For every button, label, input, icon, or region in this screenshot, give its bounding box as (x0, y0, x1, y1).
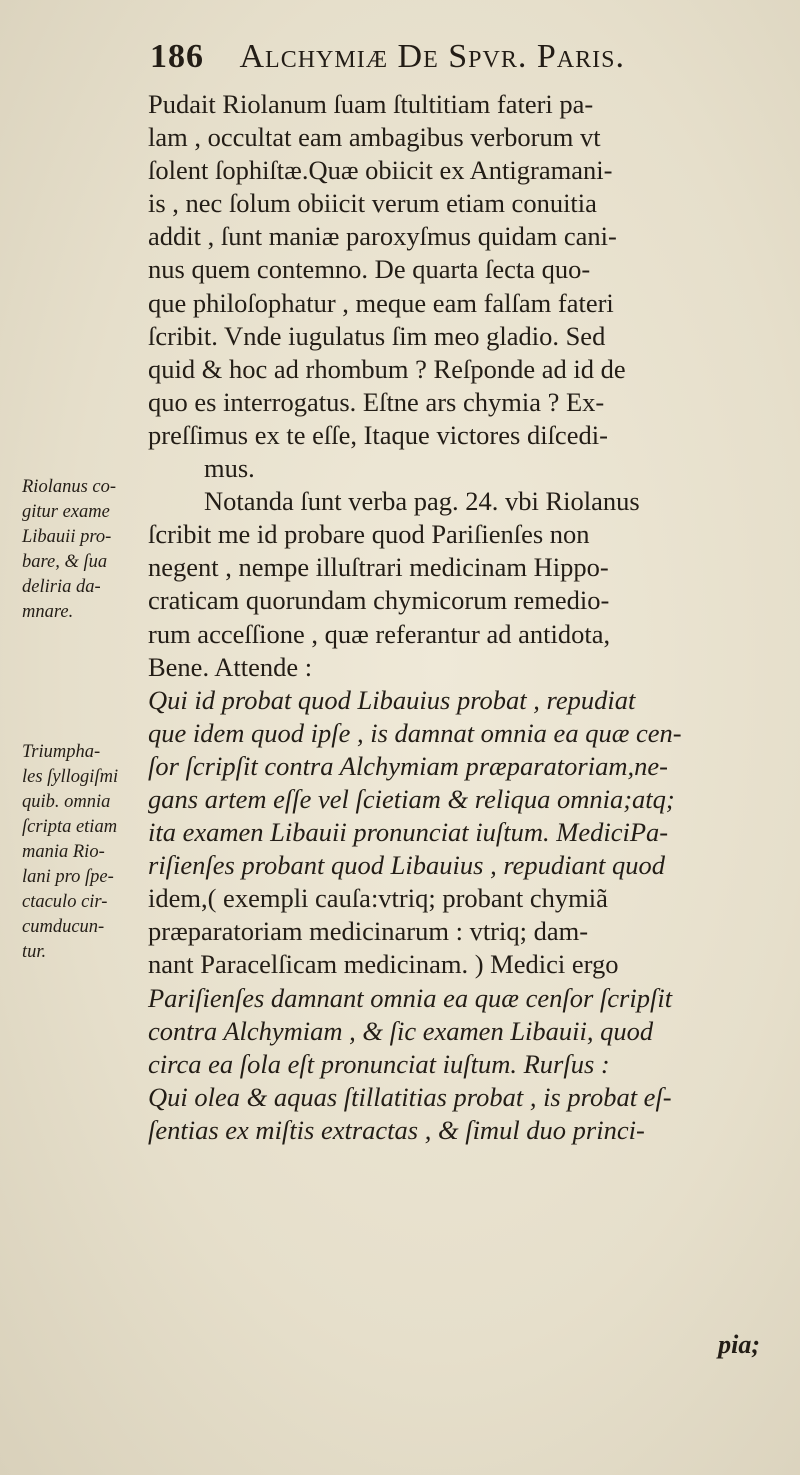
text-line: ſcribit me id probare quod Pariſienſes non (148, 519, 590, 550)
marginal-note-line: les ſyllogiſmi (22, 767, 119, 787)
catchword: pia; (718, 1330, 760, 1359)
text-line: quid & hoc ad rhombum ? Reſponde ad id de (148, 353, 626, 384)
marginal-note-line: ſcripta etiam (22, 817, 118, 837)
text-line: nant Paracelſicam medicinam. ) Medici ergo (148, 949, 619, 980)
text-line-italic: que idem quod ipſe , is damnat omnia ea quæ cen- (148, 717, 682, 748)
marginal-note-riolanus (22, 475, 152, 625)
text-line: ſcribit. Vnde iugulatus ſim meo gladio. Sed (148, 320, 606, 351)
text-line-italic: ſentias ex miſtis extractas , & ſimul duo princi- (148, 1114, 645, 1145)
text-line: addit , ſunt maniæ paroxyſmus quidam cani- (148, 221, 617, 252)
marginal-note-line: quib. omnia (22, 792, 111, 812)
text-line-italic: ſor ſcripſit contra Alchymiam præparatoriam,ne- (148, 750, 668, 781)
text-line: Notanda ſunt verba pag. 24. vbi Riolanus (204, 486, 640, 517)
text-line: rum acceſſione , quæ referantur ad antidota, (148, 618, 611, 649)
text-line-italic: circa ea ſola eſt pronunciat iuſtum. Rurſus : (148, 1048, 610, 1079)
marginal-note-line: ctaculo cir- (22, 892, 108, 912)
text-line-italic: gans artem eſſe vel ſcietiam & reliqua omnia;atq; (148, 783, 675, 814)
text-line: preſſimus ex te eſſe, Itaque victores diſcedi- (148, 419, 608, 450)
text-line: ſolent ſophiſtæ.Quæ obiicit ex Antigramani- (148, 155, 613, 186)
text-line: Bene. Attende : (148, 651, 313, 682)
text-line-italic: Qui olea & aquas ſtillatitias probat , is probat eſ- (148, 1081, 672, 1112)
text-line-italic: Qui id probat quod Libauius probat , repudiat (148, 684, 636, 715)
running-title: Alchymiæ De Spvr. Paris. (239, 38, 625, 75)
text-line: mus. (204, 453, 255, 484)
text-line-italic: contra Alchymiam , & ſic examen Libauii, quod (148, 1015, 654, 1046)
text-line: craticam quorundam chymicorum remedio- (148, 585, 610, 616)
marginal-note-line: lani pro ſpe- (22, 867, 114, 887)
marginal-note-syllogisms (22, 740, 152, 965)
text-line-italic: ita examen Libauii pronunciat iuſtum. MediciPa- (148, 817, 669, 848)
text-line: negent , nempe illuſtrari medicinam Hippo- (148, 552, 609, 583)
marginal-note-line: deliria da- (22, 577, 101, 597)
marginal-note-line: tur. (22, 942, 47, 962)
marginal-note-line: Libauii pro- (22, 527, 112, 547)
marginal-note-line: bare, & ſua (22, 552, 108, 572)
page-header (150, 38, 770, 76)
text-line: quo es interrogatus. Eſtne ars chymia ? Ex- (148, 386, 605, 417)
text-line: is , nec ſolum obiicit verum etiam conuitia (148, 188, 597, 219)
text-line: nus quem contemno. De quarta ſecta quo- (148, 254, 591, 285)
text-line: lam , occultat eam ambagibus verborum vt (148, 122, 601, 153)
text-line: Pudait Riolanum ſuam ſtultitiam fateri pa- (148, 89, 594, 119)
marginal-note-line: Riolanus co- (22, 477, 117, 497)
text-line: idem,( exempli cauſa:vtriq; probant chymiã (148, 883, 608, 914)
marginal-note-line: gitur exame (22, 502, 110, 522)
marginal-note-line: Triumpha- (22, 742, 101, 762)
text-line: que philoſophatur , meque eam falſam fateri (148, 287, 614, 318)
page-number: 186 (150, 38, 204, 75)
marginal-note-line: mania Rio- (22, 842, 105, 862)
text-line-italic: Pariſienſes damnant omnia ea quæ cenſor ſcripſit (148, 982, 673, 1013)
marginal-note-line: mnare. (22, 602, 74, 622)
text-line-italic: riſienſes probant quod Libauius , repudiant quod (148, 850, 666, 881)
text-line: præparatoriam medicinarum : vtriq; dam- (148, 916, 589, 947)
marginal-note-line: cumducun- (22, 917, 105, 937)
main-text (148, 88, 780, 1147)
